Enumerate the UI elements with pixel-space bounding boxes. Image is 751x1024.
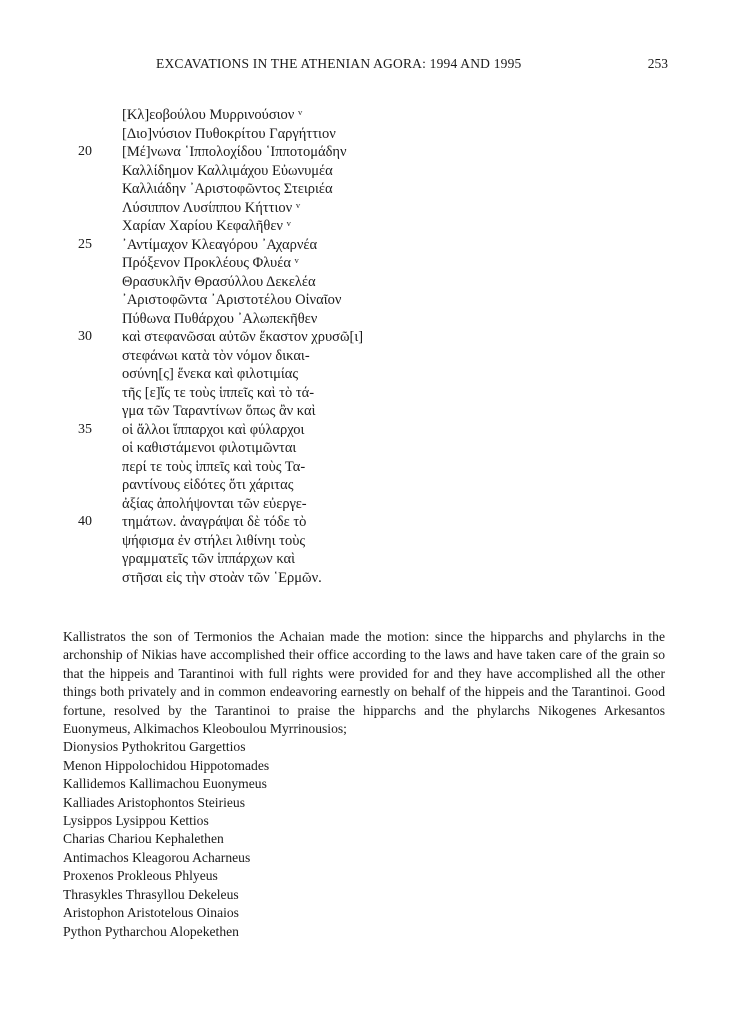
inscription-text: Καλλίδημον Καλλιμάχου Εὐωνυμέα (122, 162, 333, 179)
inscription-text: οἱ ἄλλοι ἵππαρχοι καὶ φύλαρχοι (122, 421, 305, 438)
inscription-text: οἱ καθιστάμενοι φιλοτιμῶνται (122, 440, 297, 456)
inscription-text: στεφάνωι κατὰ τὸν νόμον δικαι- (122, 347, 310, 364)
running-title: EXCAVATIONS IN THE ATHENIAN AGORA: 1994 AND 1995 (156, 56, 522, 71)
inscription-line (78, 273, 678, 292)
inscription-line (78, 143, 678, 162)
line-number: 40 (78, 514, 92, 529)
line-number: 20 (78, 144, 92, 159)
inscription-text: ᾿Αντίμαχον Κλεαγόρου ᾿Αχαρνέα (122, 236, 318, 253)
inscription-text: Χαρίαν Χαρίου Κεφαλῆθεν ᵛ (122, 218, 291, 234)
line-number: 30 (78, 329, 92, 344)
translation-paragraph: Kallistratos the son of Termonios the Achaian made the motion: since the hipparchs and phylarchs in the archonship of Nikias have accomplished their office according to the laws and have taken care of the grain so that the hippeis and Tarantinoi with full rights were provided for and they have accomplished all the other things both privately and in common endeavoring earnestly on behalf of the hippeis and the Tarantinoi. Good fortune, resolved by the Tarantinoi to praise the hipparchs and the phylarchs Nikogenes Arkesantos Euonymeus, Alkimachos Kleoboulou Myrrinousios; (63, 629, 665, 737)
inscription-line (78, 328, 678, 347)
name-line: Kalliades Aristophontos Steirieus (63, 794, 245, 810)
inscription-line (78, 217, 678, 236)
inscription-line (78, 199, 678, 218)
inscription-line (78, 162, 678, 181)
inscription-line (78, 476, 678, 495)
page-header (112, 56, 668, 78)
inscription-text: Λύσιππον Λυσίππου Κήττιον ᵛ (122, 199, 301, 216)
inscription-line (78, 347, 678, 366)
inscription-text: στῆσαι εἰς τὴν στοὰν τῶν ῾Ερμῶν. (122, 569, 322, 586)
inscription-text: ραντίνους εἰδότες ὅτι χάριτας (122, 477, 294, 493)
name-line: Lysippos Lysippou Kettios (63, 813, 209, 829)
inscription-line (78, 421, 678, 440)
inscription-line (78, 495, 678, 514)
name-line: Charias Chariou Kephalethen (63, 831, 224, 847)
inscription-line (78, 458, 678, 477)
name-line: Kallidemos Kallimachou Euonymeus (63, 776, 267, 792)
inscription-text: καὶ στεφανῶσαι αὐτῶν ἕκαστον χρυσῶ[ι] (122, 329, 364, 345)
inscription-text: Πρόξενον Προκλέους Φλυέα ᵛ (122, 255, 299, 271)
inscription-line (78, 106, 678, 125)
inscription-line (78, 569, 678, 588)
inscription-text: [Κλ]εοβούλου Μυρρινούσιον ᵛ (122, 107, 303, 123)
inscription-text: τημάτων. ἀναγράψαι δὲ τόδε τὸ (122, 514, 307, 530)
inscription-text: [Διο]νύσιον Πυθοκρίτου Γαργήττιον (122, 125, 336, 142)
inscription-text: Καλλιάδην ᾿Αριστοφῶντος Στειριέα (122, 181, 333, 197)
inscription-text: ᾿Αριστοφῶντα ᾿Αριστοτέλου Οἰναῖον (122, 292, 342, 308)
english-translation (63, 628, 665, 941)
inscription-line (78, 291, 678, 310)
page-number: 253 (647, 56, 668, 71)
name-line: Dionysios Pythokritou Gargettios (63, 739, 246, 755)
name-line: Thrasykles Thrasyllou Dekeleus (63, 886, 239, 902)
inscription-line (78, 513, 678, 532)
name-line: Antimachos Kleagorou Acharneus (63, 849, 251, 865)
inscription-text: [Μέ]νωνα ῾Ιππολοχίδου ῾Ιπποτομάδην (122, 144, 347, 160)
name-line: Proxenos Prokleous Phlyeus (63, 868, 218, 884)
inscription-text: οσύνη[ς] ἕνεκα καὶ φιλοτιμίας (122, 366, 299, 382)
name-line: Aristophon Aristotelous Oinaios (63, 905, 239, 921)
inscription-line (78, 384, 678, 403)
inscription-line (78, 310, 678, 329)
name-line: Menon Hippolochidou Hippotomades (63, 757, 270, 773)
inscription-text: γραμματεῖς τῶν ἱππάρχων καὶ (122, 551, 296, 567)
inscription-line (78, 180, 678, 199)
inscription-text: περί τε τοὺς ἱππεῖς καὶ τοὺς Τα- (122, 458, 306, 475)
line-number: 35 (78, 421, 92, 437)
inscription-text: γμα τῶν Ταραντίνων ὅπως ἂν καὶ (122, 403, 316, 419)
inscription-text: Πύθωνα Πυθάρχου ᾿Αλωπεκῆθεν (122, 310, 318, 327)
inscription-line (78, 236, 678, 255)
inscription-line (78, 254, 678, 273)
inscription-line (78, 532, 678, 551)
line-number: 25 (78, 236, 92, 252)
inscription-text: ἀξίας ἀπολήψονται τῶν εὐεργε- (122, 495, 307, 512)
inscription-line (78, 125, 678, 144)
name-line: Python Pytharchou Alopekethen (63, 923, 239, 939)
inscription-text: Θρασυκλῆν Θρασύλλου Δεκελέα (122, 273, 316, 290)
inscription-line (78, 439, 678, 458)
greek-inscription (78, 106, 678, 587)
inscription-line (78, 550, 678, 569)
inscription-line (78, 365, 678, 384)
inscription-line (78, 402, 678, 421)
inscription-text: τῆς [ε]ἴς τε τοὺς ἱππεῖς καὶ τὸ τά- (122, 384, 315, 401)
inscription-text: ψήφισμα ἐν στήλει λιθίνηι τοὺς (122, 532, 306, 549)
